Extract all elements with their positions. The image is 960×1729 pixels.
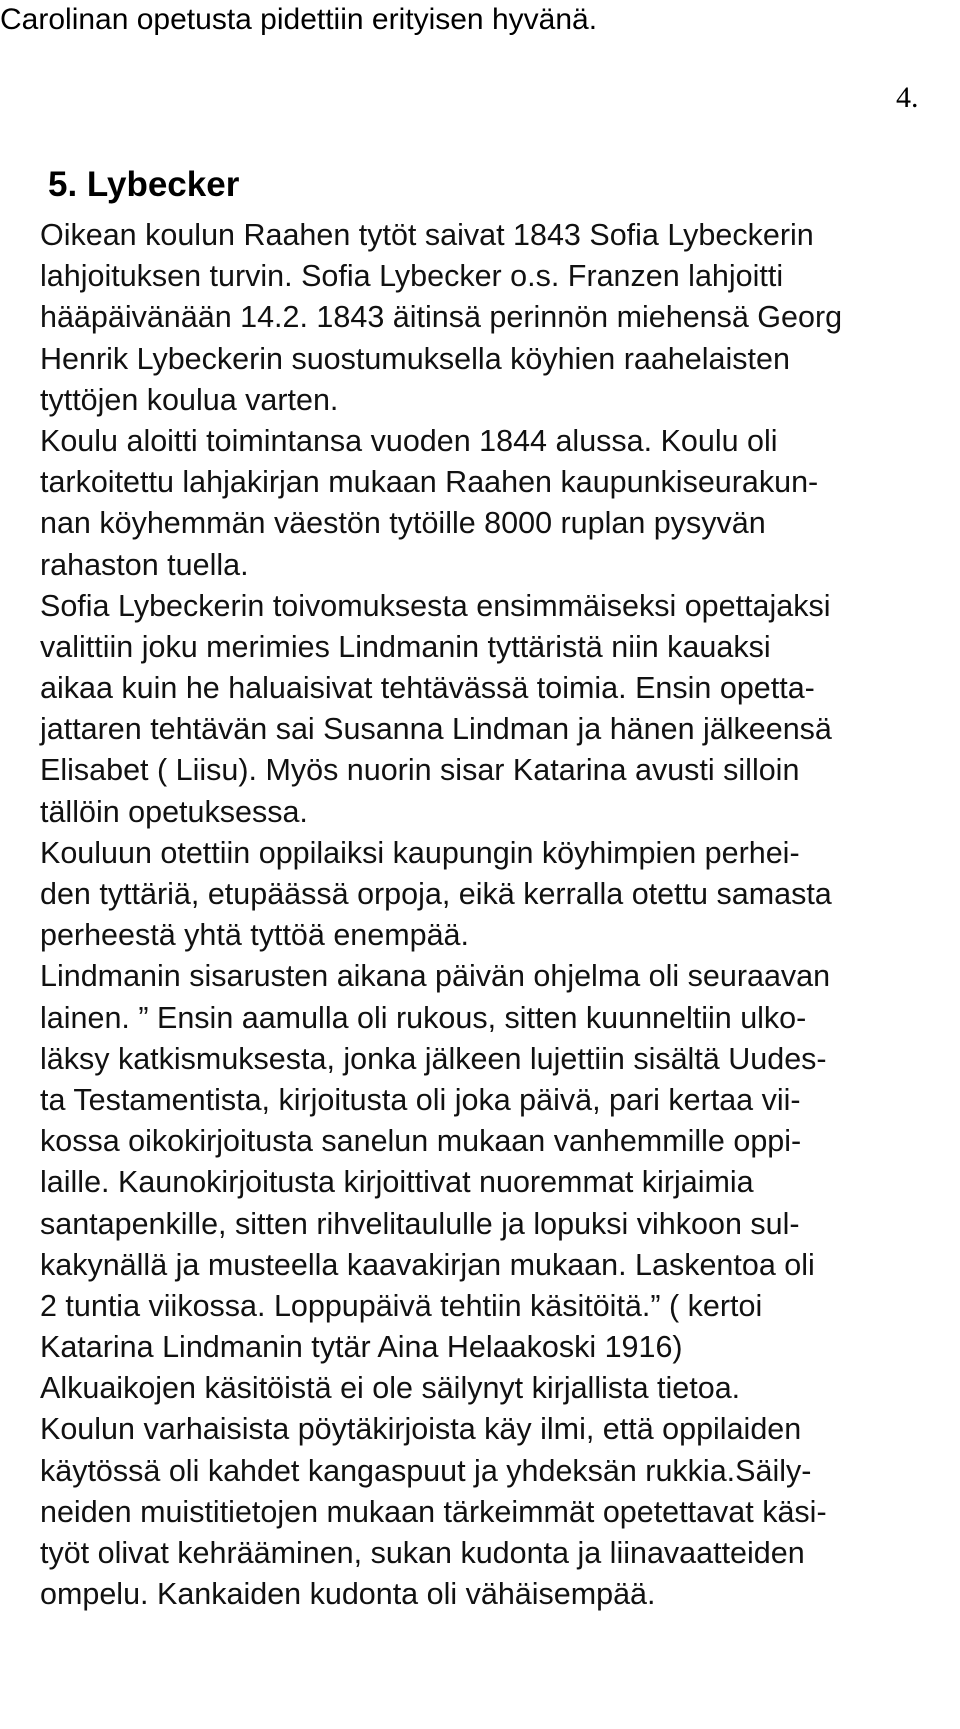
body-line: perheestä yhtä tyttöä enempää.	[40, 918, 469, 953]
body-line: Katarina Lindmanin tytär Aina Helaakoski 1916)	[40, 1330, 683, 1365]
body-line: valittiin joku merimies Lindmanin tyttäristä niin kauaksi	[40, 629, 771, 664]
body-line: Alkuaikojen käsitöistä ei ole säilynyt kirjallista tietoa.	[40, 1371, 741, 1406]
body-line: Koulu aloitti toimintansa vuoden 1844 alussa. Koulu oli	[40, 423, 778, 458]
body-line: 2 tuntia viikossa. Loppupäivä tehtiin käsitöitä.” ( kertoi	[40, 1288, 763, 1323]
body-line: Koulun varhaisista pöytäkirjoista käy ilmi, että oppilaiden	[40, 1412, 802, 1447]
body-text	[40, 215, 842, 1615]
body-line: tarkoitettu lahjakirjan mukaan Raahen kaupunkiseurakun-	[40, 465, 819, 500]
body-line: nan köyhemmän väestön tytöille 8000 ruplan pysyvän	[40, 506, 766, 541]
body-line: läksy katkismuksesta, jonka jälkeen lujettiin sisältä Uudes-	[40, 1041, 827, 1076]
body-line: aikaa kuin he haluaisivat tehtävässä toimia. Ensin opetta-	[40, 671, 815, 706]
body-line: työt olivat kehrääminen, sukan kudonta ja liinavaatteiden	[40, 1536, 805, 1570]
body-line: neiden muistitietojen mukaan tärkeimmät opetettavat käsi-	[40, 1494, 827, 1529]
body-line: kakynällä ja musteella kaavakirjan mukaan. Laskentoa oli	[40, 1247, 815, 1282]
body-line: ompelu. Kankaiden kudonta oli vähäisempää.	[40, 1577, 656, 1612]
body-line: den tyttäriä, etupäässä orpoja, eikä kerralla otettu samasta	[40, 877, 832, 911]
body-line: lahjoituksen turvin. Sofia Lybecker o.s. Franzen lahjoitti	[40, 259, 784, 294]
body-line: jattaren tehtävän sai Susanna Lindman ja hänen jälkeensä	[40, 712, 832, 747]
body-line: santapenkille, sitten rihvelitaululle ja lopuksi vihkoon sul-	[40, 1206, 800, 1241]
body-line: kossa oikokirjoitusta sanelun mukaan vanhemmille oppi-	[40, 1124, 802, 1159]
top-line-text: Carolinan opetusta pidettiin erityisen hyvänä.	[0, 3, 598, 36]
body-line: hääpäivänään 14.2. 1843 äitinsä perinnön miehensä Georg	[40, 300, 843, 335]
body-line: tällöin opetuksessa.	[40, 794, 308, 829]
body-line: Sofia Lybeckerin toivomuksesta ensimmäiseksi opettajaksi	[40, 588, 831, 623]
section-heading: 5. Lybecker	[48, 165, 240, 204]
page-number: 4.	[896, 81, 919, 114]
body-line: Kouluun otettiin oppilaiksi kaupungin köyhimpien perhei-	[40, 835, 800, 870]
body-line: ta Testamentista, kirjoitusta oli joka päivä, pari kertaa vii-	[40, 1082, 801, 1117]
body-line: käytössä oli kahdet kangaspuut ja yhdeksän rukkia.Säily-	[40, 1453, 812, 1488]
body-line: Elisabet ( Liisu). Myös nuorin sisar Katarina avusti silloin	[40, 753, 800, 788]
body-line: Henrik Lybeckerin suostumuksella köyhien raahelaisten	[40, 341, 790, 376]
body-line: lainen. ” Ensin aamulla oli rukous, sitten kuunneltiin ulko-	[40, 1000, 807, 1035]
body-line: rahaston tuella.	[40, 547, 249, 582]
body-line: laille. Kaunokirjoitusta kirjoittivat nuoremmat kirjaimia	[40, 1165, 754, 1200]
body-line: Lindmanin sisarusten aikana päivän ohjelma oli seuraavan	[40, 959, 831, 994]
body-line: Oikean koulun Raahen tytöt saivat 1843 Sofia Lybeckerin	[40, 218, 814, 252]
body-line: tyttöjen koulua varten.	[40, 382, 339, 417]
